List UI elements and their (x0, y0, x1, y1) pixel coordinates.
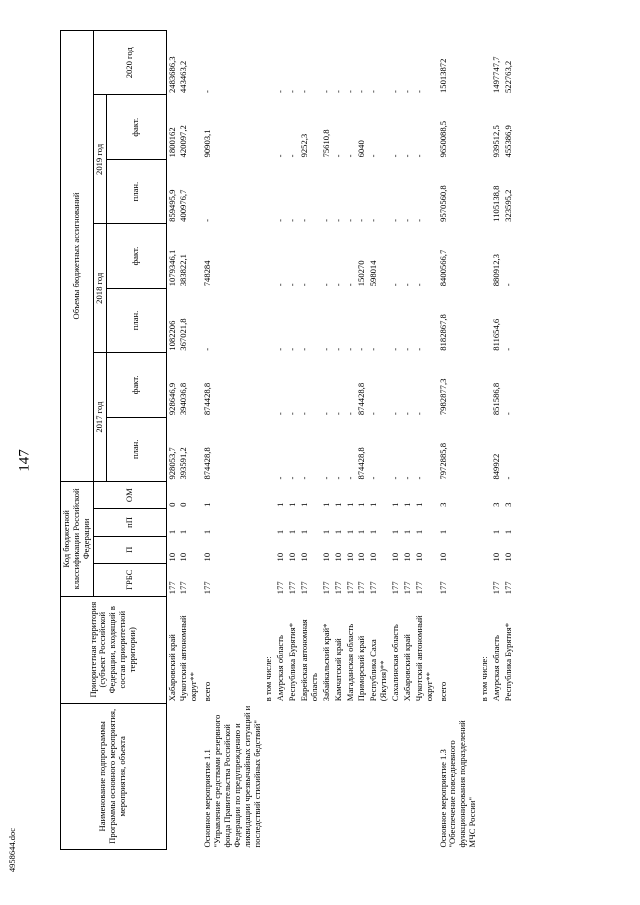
pp-code-cell: 1 (178, 529, 189, 535)
om-code-cell: 1 (202, 502, 213, 507)
plan-2018-cell: - (332, 347, 343, 351)
plan-2017-cell: 393591,2 (178, 447, 189, 480)
program-name-cell (321, 703, 333, 849)
pp-code-cell: 1 (320, 529, 331, 535)
table-row (436, 31, 480, 850)
territory-cell: в том числе: (479, 656, 489, 702)
plan-2017-cell: 928053,7 (166, 447, 177, 480)
table-row (479, 31, 491, 850)
fact-2018-cell: - (275, 283, 286, 287)
grbs-cell: 177 (344, 581, 355, 595)
pp-code-cell: 1 (356, 529, 367, 535)
p-code-cell: 10 (332, 552, 343, 562)
grbs-cell: 177 (166, 581, 177, 595)
plan-2018-cell: - (344, 347, 355, 351)
fact-2019-cell: - (390, 154, 400, 158)
fact-2017-cell: 851586,8 (490, 382, 501, 416)
rotated-table-container (60, 30, 605, 850)
header-year-2019: 2019 год (93, 95, 106, 224)
plan-2018-cell: - (390, 347, 400, 351)
plan-2019-cell: - (390, 218, 400, 222)
plan-2019-cell: - (356, 218, 367, 222)
fact-2018-cell: 880912,3 (490, 254, 501, 287)
plan-2018-cell: - (502, 347, 513, 351)
fact-2019-cell: 1800162 (166, 127, 177, 158)
fact-2017-cell: - (390, 412, 400, 416)
fact-2018-cell: - (320, 283, 331, 287)
program-name-cell (414, 703, 436, 849)
fact-2019-cell: - (275, 154, 286, 158)
year-2020-cell: - (401, 90, 412, 93)
header-om: ОМ (93, 482, 166, 509)
plan-2017-cell: - (390, 476, 400, 480)
om-code-cell: 1 (368, 502, 379, 507)
fact-2019-cell: 9252,3 (299, 133, 309, 158)
plan-2018-cell: 811654,6 (490, 318, 501, 351)
fact-2018-cell: - (390, 283, 400, 287)
fact-2017-cell: - (287, 412, 298, 416)
header-year-2018: 2018 год (93, 224, 106, 353)
table-row (287, 31, 299, 850)
pp-code-cell: 1 (332, 529, 343, 535)
p-code-cell: 10 (287, 552, 298, 562)
plan-2018-cell: - (413, 347, 424, 351)
om-code-cell: 1 (401, 502, 412, 507)
fact-2018-cell (263, 224, 275, 288)
program-name-cell (275, 703, 287, 849)
p-code-cell: 10 (390, 552, 400, 562)
grbs-cell: 177 (202, 581, 213, 595)
fact-2017-cell: - (368, 412, 379, 416)
plan-2019-cell: - (401, 218, 412, 222)
fact-2017-cell: - (502, 412, 513, 416)
p-code-cell: 10 (356, 552, 367, 562)
plan-2019-cell: 1105138,8 (490, 185, 501, 222)
plan-2017-cell: - (344, 476, 355, 480)
om-code-cell (263, 482, 275, 509)
year-2020-cell (479, 31, 491, 96)
header-budget-code: Код бюджетной классификации Российской Федерации (61, 482, 94, 597)
year-2020-cell: - (275, 90, 286, 93)
fact-2017-cell: - (275, 412, 286, 416)
year-2020-cell: - (202, 90, 213, 93)
plan-2019-cell (263, 159, 275, 223)
territory-cell: Хабаровский край (166, 634, 177, 702)
territory-cell: Хабаровский край (401, 634, 412, 702)
fact-2018-cell: - (344, 283, 355, 287)
grbs-cell: 177 (413, 581, 424, 595)
p-code-cell: 10 (275, 552, 286, 562)
year-2020-cell: - (356, 90, 367, 93)
plan-2018-cell (263, 288, 275, 352)
plan-2018-cell: - (299, 347, 309, 351)
grbs-cell: 177 (178, 581, 189, 595)
table-row (321, 31, 333, 850)
table-row (345, 31, 357, 850)
plan-2017-cell: - (413, 476, 424, 480)
plan-2017-cell: - (320, 476, 331, 480)
year-2020-cell (263, 31, 275, 96)
header-2018-plan: план. (106, 288, 166, 352)
table-row (263, 31, 275, 850)
p-code-cell: 10 (368, 552, 379, 562)
om-code-cell: 3 (437, 502, 448, 507)
fact-2017-cell (263, 353, 275, 417)
plan-2017-cell: - (299, 476, 309, 480)
program-name-cell (356, 703, 368, 849)
year-2020-cell: 1497747,7 (490, 56, 501, 93)
year-2020-cell: - (390, 90, 400, 93)
budget-table (60, 30, 515, 850)
header-2019-fact: факт. (106, 95, 166, 159)
territory-cell: Магаданская область (344, 623, 355, 702)
year-2020-cell: 15013872 (437, 58, 448, 93)
program-name-cell: Основное мероприятие 1.1 "Управление средствами резервного фонда Правительства Российской Федерации по предупреждению и ликвидации чрезвычайных ситуаций и последствий стихийных бедствий" (202, 705, 262, 848)
year-2020-cell: 2483686,3 (166, 56, 177, 93)
fact-2019-cell: - (332, 154, 343, 158)
p-code-cell: 10 (413, 552, 424, 562)
p-code-cell: 10 (299, 552, 309, 562)
p-code-cell (263, 536, 275, 563)
plan-2018-cell (479, 288, 491, 352)
pp-code-cell: 1 (202, 529, 213, 535)
grbs-cell: 177 (299, 581, 309, 595)
fact-2019-cell: - (401, 154, 412, 158)
fact-2017-cell: 394036,8 (178, 382, 189, 416)
territory-cell: Амурская область (275, 635, 286, 702)
table-row (491, 31, 503, 850)
fact-2018-cell: - (401, 283, 412, 287)
territory-cell: всего (202, 681, 213, 702)
program-name-cell (299, 703, 321, 849)
table-row (166, 31, 178, 850)
fact-2018-cell: - (299, 283, 309, 287)
fact-2017-cell: 928646,9 (166, 382, 177, 416)
header-2017-fact: факт. (106, 353, 166, 417)
fact-2018-cell: 150270 (356, 260, 367, 287)
territory-cell: Забайкальский край* (320, 623, 331, 702)
p-code-cell: 10 (502, 552, 513, 562)
fact-2017-cell: - (413, 412, 424, 416)
om-code-cell: 0 (178, 502, 189, 507)
plan-2019-cell: - (287, 218, 298, 222)
plan-2017-cell: 849922 (490, 453, 501, 480)
fact-2017-cell: - (401, 412, 412, 416)
pp-code-cell: 1 (166, 529, 177, 535)
pp-code-cell: 1 (344, 529, 355, 535)
table-row (414, 31, 436, 850)
program-name-cell (263, 703, 275, 849)
table-row (275, 31, 287, 850)
header-2017-plan: план. (106, 417, 166, 481)
plan-2018-cell: - (401, 347, 412, 351)
territory-cell: Амурская область (490, 635, 501, 702)
grbs-cell: 177 (490, 581, 501, 595)
program-name-cell: Основное мероприятие 1.3 "Обеспечение повседневного функционирования подразделений МЧС России" (437, 720, 478, 848)
table-row (503, 31, 515, 850)
year-2020-cell: - (344, 90, 355, 93)
program-name-cell (178, 703, 200, 849)
territory-cell: Еврейская автономная область (299, 619, 319, 702)
program-name-cell (333, 703, 345, 849)
fact-2019-cell: - (344, 154, 355, 158)
plan-2018-cell: 8182867,8 (437, 314, 448, 351)
p-code-cell: 10 (344, 552, 355, 562)
pp-code-cell: 1 (490, 529, 501, 535)
plan-2018-cell: 367021,8 (178, 318, 189, 351)
program-name-cell (368, 703, 390, 849)
grbs-cell (479, 563, 491, 596)
pp-code-cell: 1 (368, 529, 379, 535)
grbs-cell: 177 (390, 581, 400, 595)
grbs-cell: 177 (356, 581, 367, 595)
document-code: 4958644.doc (7, 827, 17, 873)
territory-cell: Чукотский автономный округ** (178, 615, 199, 702)
plan-2019-cell: - (275, 218, 286, 222)
year-2020-cell: 522763,2 (502, 60, 513, 93)
plan-2018-cell: - (287, 347, 298, 351)
fact-2018-cell: - (502, 283, 513, 287)
fact-2019-cell: - (287, 154, 298, 158)
grbs-cell (263, 563, 275, 596)
plan-2019-cell: - (332, 218, 343, 222)
program-name-cell (390, 703, 402, 849)
plan-2019-cell: - (368, 218, 379, 222)
plan-2017-cell: - (502, 476, 513, 480)
p-code-cell: 10 (320, 552, 331, 562)
year-2020-cell: - (332, 90, 343, 93)
p-code-cell: 10 (401, 552, 412, 562)
header-p: П (93, 536, 166, 563)
territory-cell: всего (437, 681, 448, 702)
territory-cell: Республика Бурятия* (502, 622, 513, 702)
om-code-cell: 1 (287, 502, 298, 507)
header-2019-plan: план. (106, 159, 166, 223)
om-code-cell: 1 (356, 502, 367, 507)
program-name-cell (503, 703, 515, 849)
table-row (200, 31, 263, 850)
fact-2019-cell: 9650088,5 (437, 120, 448, 158)
header-grbs: ГРБС (93, 563, 166, 596)
plan-2018-cell: - (202, 347, 213, 351)
header-pp: пП (93, 509, 166, 536)
table-row (390, 31, 402, 850)
fact-2019-cell: 420097,2 (178, 125, 189, 158)
pp-code-cell: 1 (287, 529, 298, 535)
fact-2018-cell (479, 224, 491, 288)
om-code-cell: 1 (390, 502, 400, 507)
plan-2018-cell: - (275, 347, 286, 351)
grbs-cell: 177 (320, 581, 331, 595)
fact-2019-cell: 939512,5 (490, 125, 501, 158)
fact-2018-cell: 8400566,7 (437, 249, 448, 287)
plan-2018-cell: - (356, 347, 367, 351)
page-number: 147 (16, 449, 33, 472)
territory-cell: Республика Бурятия* (287, 622, 298, 702)
plan-2019-cell: 859495,9 (166, 189, 177, 222)
fact-2019-cell (263, 95, 275, 159)
pp-code-cell: 1 (437, 529, 448, 535)
header-priority-territory: Приоритетная территория (субъект Российской Федерации, входящий в состав приоритетной территории) (61, 596, 167, 703)
om-code-cell: 0 (166, 502, 177, 507)
plan-2017-cell: 874428,8 (202, 447, 213, 480)
fact-2019-cell: 90903,1 (202, 129, 213, 158)
pp-code-cell: 1 (299, 529, 309, 535)
fact-2017-cell: 874428,8 (202, 382, 213, 416)
om-code-cell (479, 482, 491, 509)
program-name-cell (166, 703, 178, 849)
year-2020-cell: - (287, 90, 298, 93)
plan-2018-cell: - (320, 347, 331, 351)
grbs-cell: 177 (368, 581, 379, 595)
fact-2018-cell: - (332, 283, 343, 287)
grbs-cell: 177 (287, 581, 298, 595)
fact-2018-cell: - (287, 283, 298, 287)
year-2020-cell: 443463,2 (178, 60, 189, 93)
fact-2019-cell (479, 95, 491, 159)
fact-2019-cell: 455386,9 (502, 125, 513, 158)
fact-2018-cell: 748284 (202, 260, 213, 287)
header-program-name: Наименование подпрограммы Программы основного мероприятия, мероприятия, объекта (61, 703, 167, 849)
pp-code-cell: 1 (401, 529, 412, 535)
pp-code-cell: 1 (502, 529, 513, 535)
p-code-cell: 10 (437, 552, 448, 562)
fact-2019-cell: - (368, 154, 379, 158)
year-2020-cell: - (320, 90, 331, 93)
plan-2017-cell: 874428,8 (356, 447, 367, 480)
pp-code-cell (479, 509, 491, 536)
p-code-cell: 10 (490, 552, 501, 562)
fact-2017-cell (479, 353, 491, 417)
plan-2017-cell: - (287, 476, 298, 480)
plan-2018-cell: 1082206 (166, 320, 177, 351)
fact-2017-cell: - (332, 412, 343, 416)
pp-code-cell (263, 509, 275, 536)
program-name-cell (287, 703, 299, 849)
fact-2017-cell: - (299, 412, 309, 416)
fact-2019-cell: 75610,8 (320, 129, 331, 158)
plan-2017-cell: - (332, 476, 343, 480)
fact-2019-cell: - (413, 154, 424, 158)
fact-2017-cell: 7982877,3 (437, 378, 448, 416)
p-code-cell: 10 (202, 552, 213, 562)
plan-2019-cell: 323595,2 (502, 189, 513, 222)
table-body (166, 31, 515, 850)
pp-code-cell: 1 (275, 529, 286, 535)
program-name-cell (402, 703, 414, 849)
plan-2019-cell: 400976,7 (178, 189, 189, 222)
header-year-2020: 2020 год (93, 31, 166, 96)
pp-code-cell: 1 (390, 529, 400, 535)
fact-2018-cell: 1079346,1 (166, 249, 177, 287)
territory-cell: в том числе: (263, 656, 274, 702)
plan-2017-cell: - (368, 476, 379, 480)
fact-2017-cell: - (320, 412, 331, 416)
fact-2018-cell: 598014 (368, 260, 379, 287)
territory-cell: Сахалинская область (390, 624, 400, 702)
fact-2017-cell: - (344, 412, 355, 416)
fact-2018-cell: 383822,1 (178, 254, 189, 287)
om-code-cell: 1 (344, 502, 355, 507)
p-code-cell (479, 536, 491, 563)
pp-code-cell: 1 (413, 529, 424, 535)
grbs-cell: 177 (275, 581, 286, 595)
plan-2018-cell: - (368, 347, 379, 351)
plan-2017-cell: 7972885,8 (437, 443, 448, 480)
header-budget-volumes: Объемы бюджетных ассигнований (61, 31, 94, 482)
om-code-cell: 3 (502, 502, 513, 507)
plan-2019-cell (479, 159, 491, 223)
table-row (333, 31, 345, 850)
om-code-cell: 1 (332, 502, 343, 507)
fact-2019-cell: 6040 (356, 140, 367, 158)
plan-2017-cell (479, 417, 491, 481)
om-code-cell: 1 (320, 502, 331, 507)
grbs-cell: 177 (401, 581, 412, 595)
grbs-cell: 177 (437, 581, 448, 595)
year-2020-cell: - (413, 90, 424, 93)
plan-2017-cell: - (275, 476, 286, 480)
plan-2019-cell: - (202, 218, 213, 222)
year-2020-cell: - (368, 90, 379, 93)
grbs-cell: 177 (332, 581, 343, 595)
table-row (178, 31, 200, 850)
territory-cell: Чукотский автономный округ** (413, 615, 434, 702)
territory-cell: Республика Саха (Якутия)** (368, 639, 389, 702)
fact-2018-cell: - (413, 283, 424, 287)
year-2020-cell: - (299, 90, 309, 93)
table-row (402, 31, 414, 850)
om-code-cell: 1 (413, 502, 424, 507)
plan-2019-cell: 9570560,8 (437, 185, 448, 222)
plan-2019-cell: - (413, 218, 424, 222)
table-sheet (60, 30, 605, 850)
header-year-2017: 2017 год (93, 353, 106, 482)
plan-2017-cell (263, 417, 275, 481)
program-name-cell (345, 703, 357, 849)
territory-cell: Камчатский край (332, 638, 343, 702)
table-row (299, 31, 321, 850)
om-code-cell: 1 (299, 502, 309, 507)
fact-2017-cell: 874428,8 (356, 382, 367, 416)
program-name-cell (491, 703, 503, 849)
table-row (356, 31, 368, 850)
p-code-cell: 10 (178, 552, 189, 562)
om-code-cell: 3 (490, 502, 501, 507)
table-row (368, 31, 390, 850)
plan-2019-cell: - (344, 218, 355, 222)
header-2018-fact: факт. (106, 224, 166, 288)
grbs-cell: 177 (502, 581, 513, 595)
p-code-cell: 10 (166, 552, 177, 562)
om-code-cell: 1 (275, 502, 286, 507)
territory-cell: Приморский край (356, 635, 367, 702)
plan-2019-cell: - (299, 218, 309, 222)
plan-2017-cell: - (401, 476, 412, 480)
plan-2019-cell: - (320, 218, 331, 222)
program-name-cell (479, 703, 491, 849)
